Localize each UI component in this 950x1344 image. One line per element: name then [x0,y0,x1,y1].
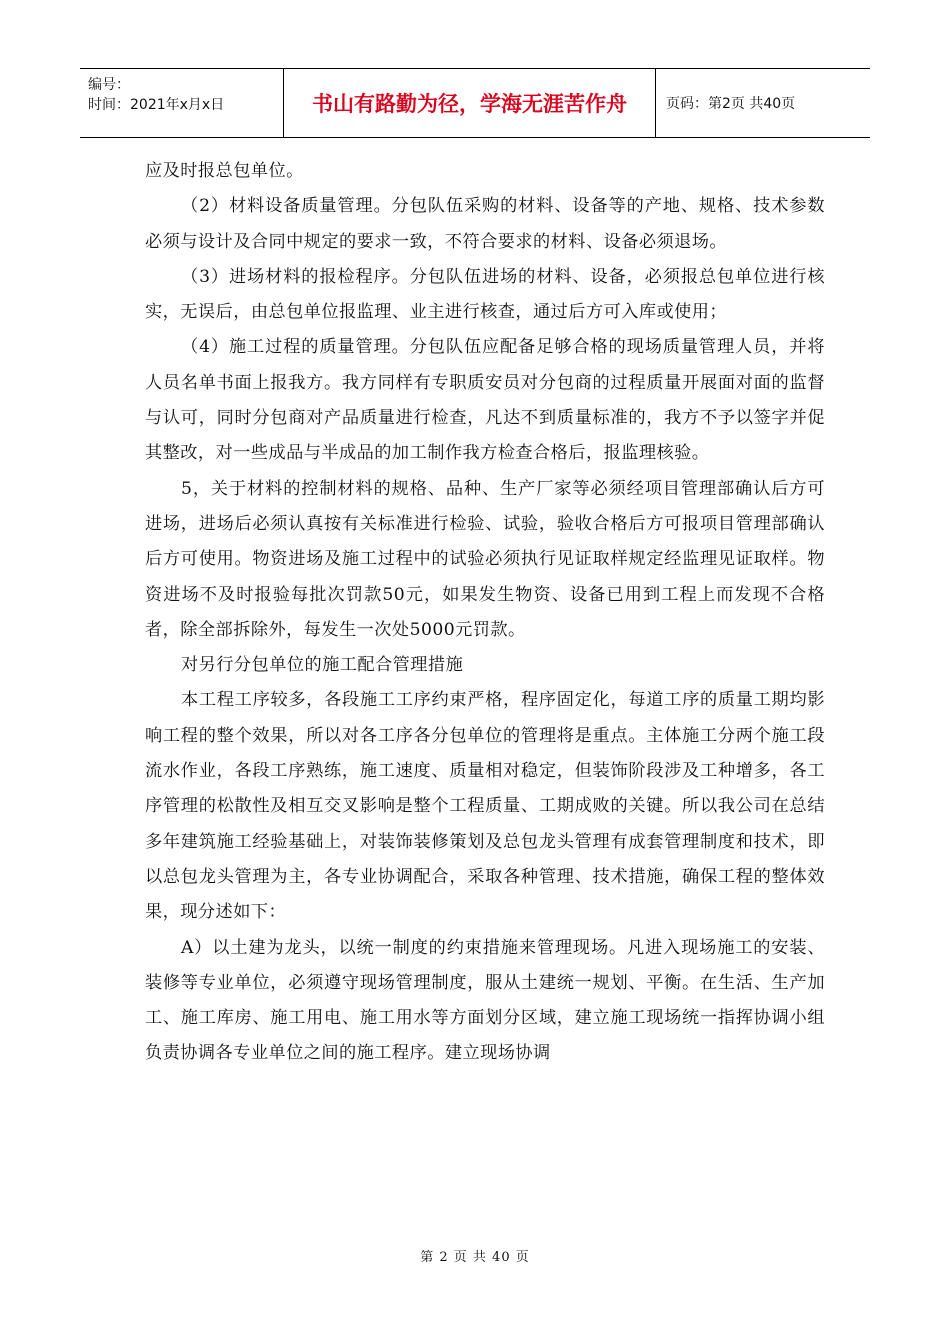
document-date: 时间：2021年x月x日 [88,97,225,113]
header-meta [80,69,283,137]
paragraph: 应及时报总包单位。 [145,161,304,181]
section-heading: 对另行分包单位的施工配合管理措施 [181,655,464,676]
header-motto: 书山有路勤为径，学海无涯苦作舟 [283,69,656,137]
paragraph: 5，关于材料的控制材料的规格、品种、生产厂家等必须经项目管理部确认后方可进场，进场后必须认真按有关标准进行检验、试验，验收合格后方可报项目管理部确认后方可使用。物资进场及施工过程中的试验必须执行见证取样规定经监理见证取样。物资进场不及时报验每批次罚款50元，如果发生物资、设备已用到工程上而发现不合格者，除全部拆除外，每发生一次处5000元罚款。 [145,478,825,640]
paragraph: （3）进场材料的报检程序。分包队伍进场的材料、设备，必须报总包单位进行核实，无误后，由总包单位报监理、业主进行核查，通过后方可入库或使用； [145,266,825,323]
page-header [80,68,870,138]
paragraph: （2）材料设备质量管理。分包队伍采购的材料、设备等的产地、规格、技术参数必须与设计及合同中规定的要求一致，不符合要求的材料、设备必须退场。 [145,196,825,252]
paragraph: A）以土建为龙头，以统一制度的约束措施来管理现场。凡进入现场施工的安装、装修等专业单位，必须遵守现场管理制度，服从土建统一规划、平衡。在生活、生产加工、施工库房、施工用电、施工用水等方面划分区域，建立施工现场统一指挥协调小组负责协调各专业单位之间的施工程序。建立现场协调 [145,937,825,1064]
document-body [145,154,825,1072]
header-page-number: 页码：第2页 共40页 [666,96,796,112]
paragraph: 本工程工序较多，各段施工工序约束严格，程序固定化，每道工序的质量工期均影响工程的整个效果，所以对各工序各分包单位的管理将是重点。主体施工分两个施工段流水作业，各段工序熟练，施工速度、质量相对稳定，但装饰阶段涉及工种增多，各工序管理的松散性及相互交叉影响是整个工程质量、工期成败的关键。所以我公司在总结多年建筑施工经验基础上，对装饰装修策划及总包龙头管理有成套管理制度和技术，即以总包龙头管理为主，各专业协调配合，采取各种管理、技术措施，确保工程的整体效果，现分述如下： [145,690,825,923]
page-footer: 第 2 页 共 40 页 [420,1250,530,1265]
document-number-label: 编号： [88,77,130,93]
paragraph: （4）施工过程的质量管理。分包队伍应配备足够合格的现场质量管理人员，并将人员名单书面上报我方。我方同样有专职质安员对分包商的过程质量开展面对面的监督与认可，同时分包商对产品质量进行检查，凡达不到质量标准的，我方不予以签字并促其整改，对一些成品与半成品的加工制作我方检查合格后，报监理核验。 [145,337,825,464]
